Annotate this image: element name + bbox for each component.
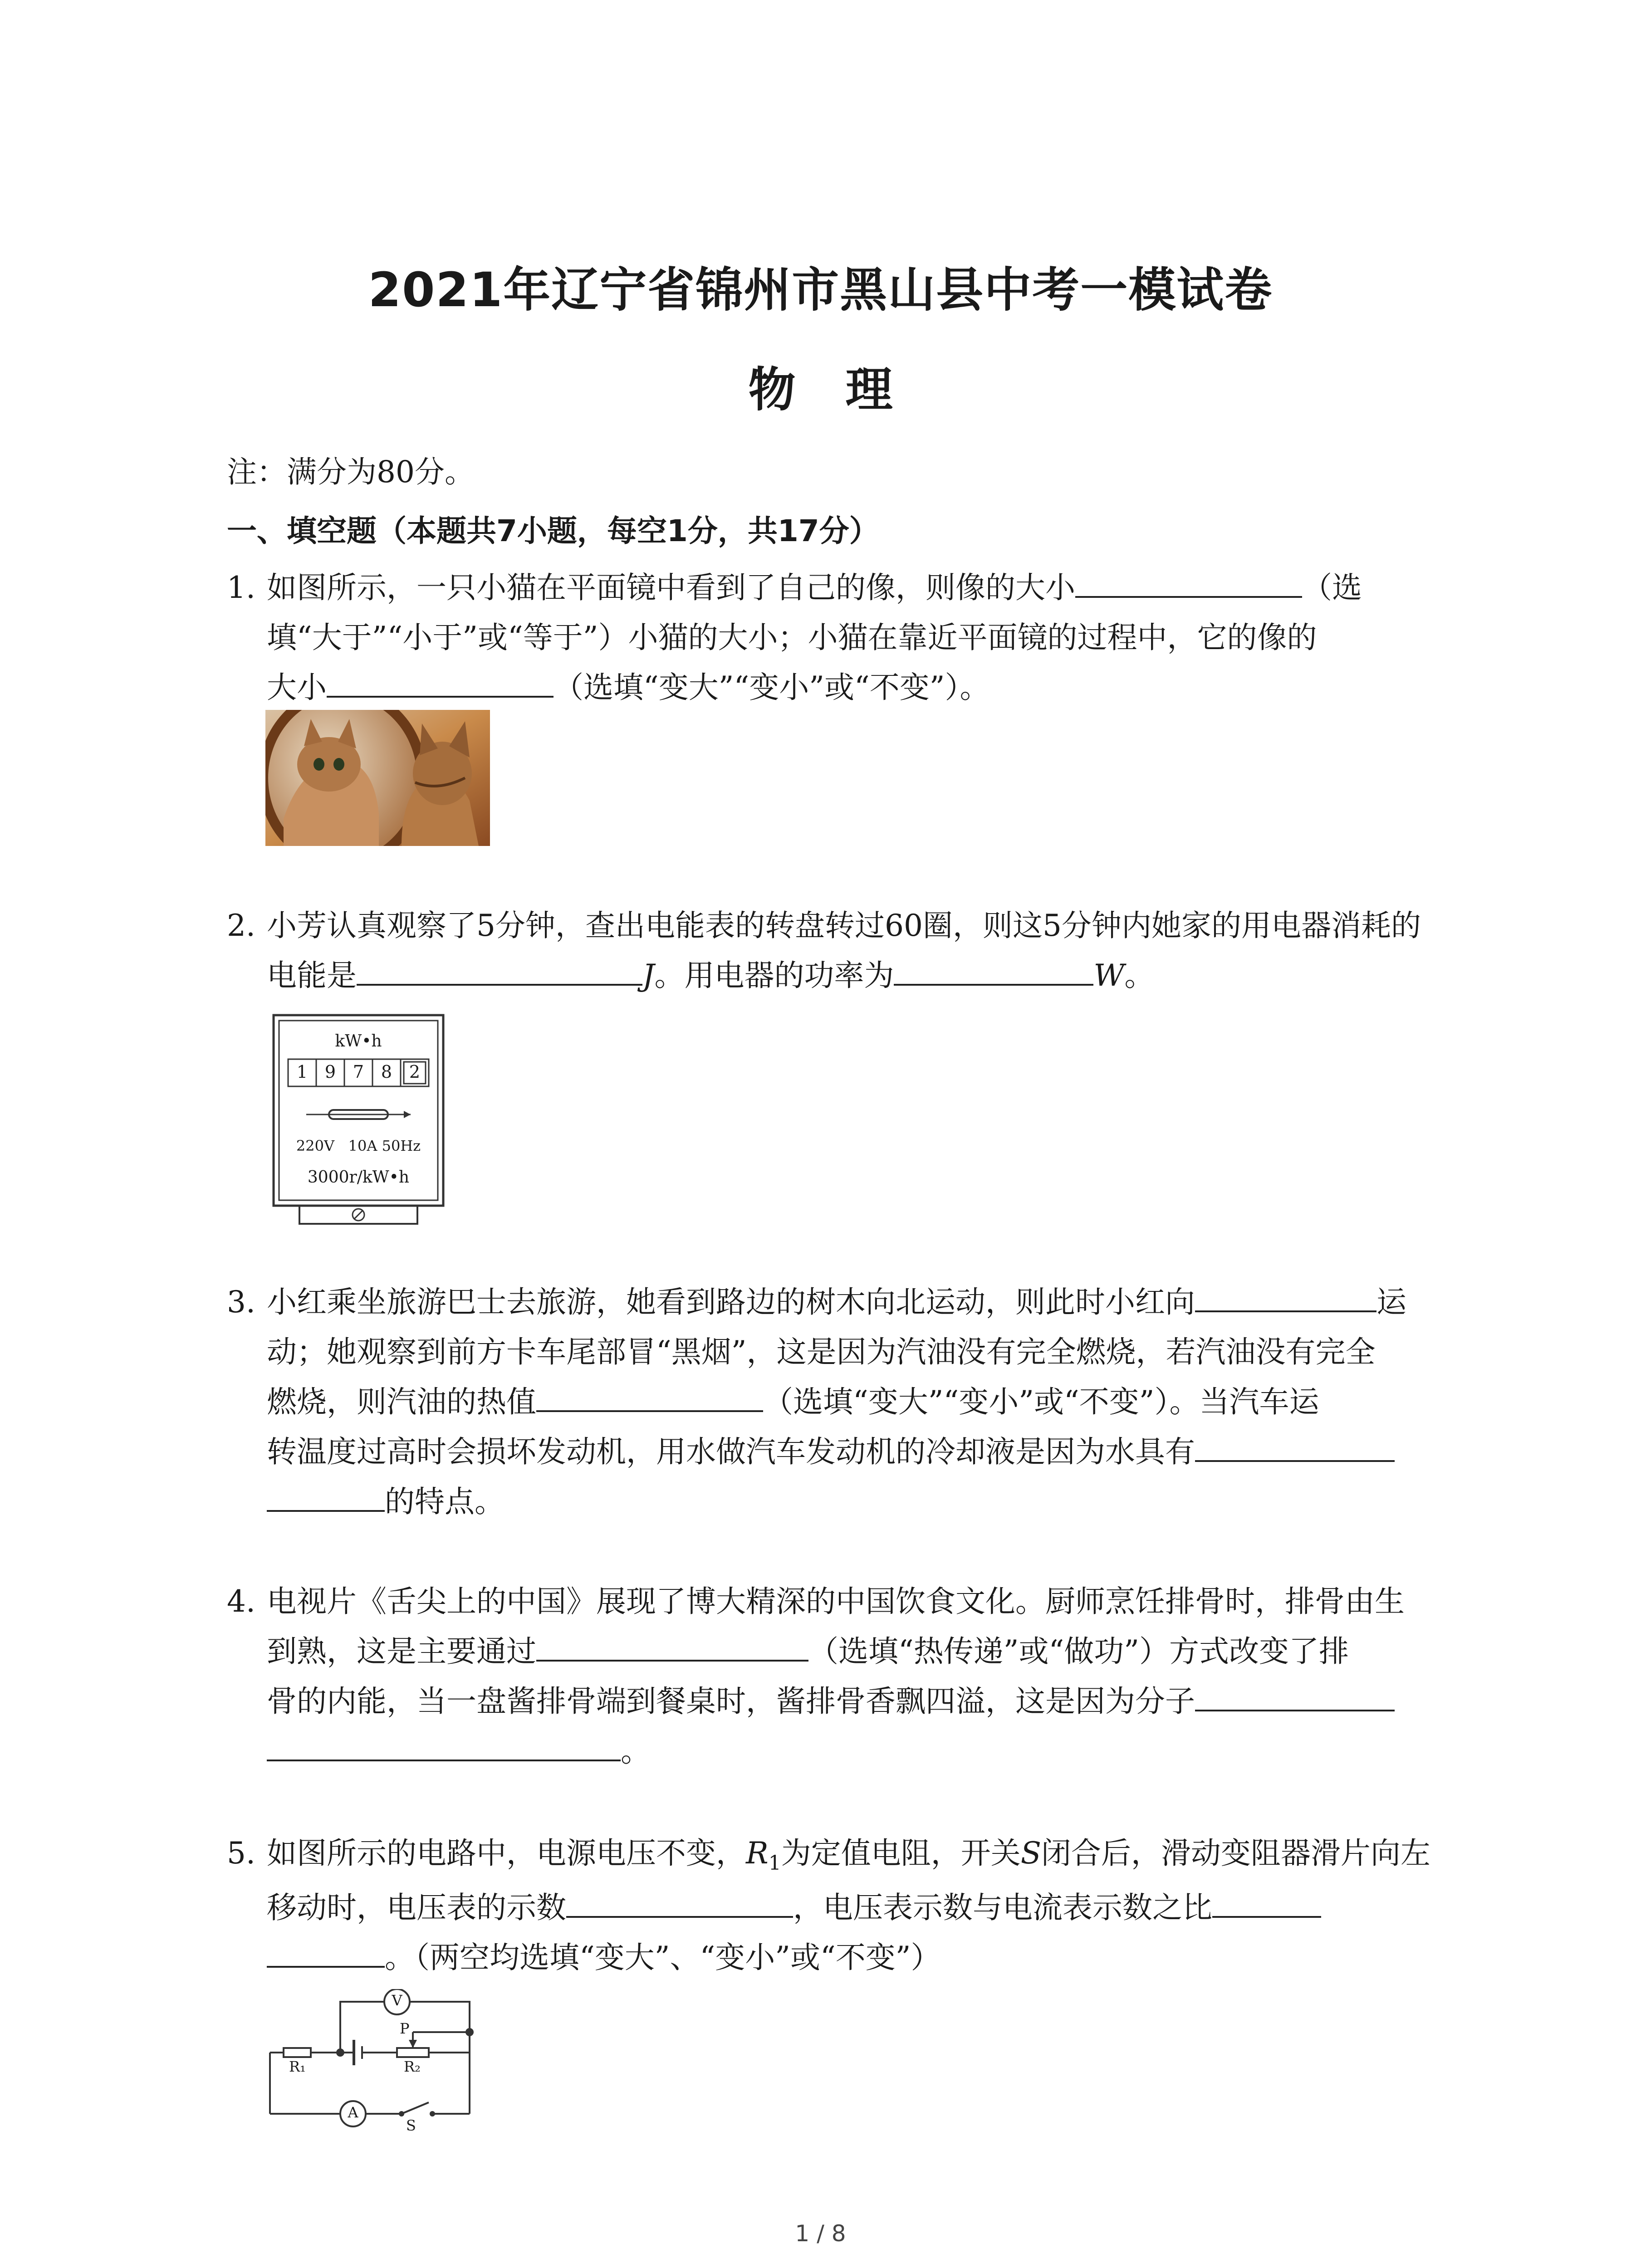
question-2-line-1: 小芳认真观察了5分钟，查出电能表的转盘转过60圈，则这5分钟内她家的用电器消耗的: [267, 908, 1421, 943]
answer-blank[interactable]: [536, 1628, 808, 1662]
question-3-line-3: 燃烧，则汽油的热值 （选填“变大”“变小”或“不变”）。当汽车运: [267, 1377, 1319, 1427]
circuit-diagram: [265, 1989, 483, 2134]
answer-blank[interactable]: [357, 952, 642, 986]
voltmeter-label: V: [392, 1992, 402, 2009]
section-heading: 一、填空题（本题共7小题，每空1分，共17分）: [227, 513, 879, 548]
question-4-line-2: 到熟，这是主要通过 （选填“热传递”或“做功”）方式改变了排: [267, 1626, 1349, 1677]
question-4-line-3: 骨的内能，当一盘酱排骨端到餐桌时，酱排骨香飘四溢，这是因为分子: [267, 1676, 1395, 1727]
question-4-line-4: 。: [267, 1726, 651, 1777]
subject-title: 物理: [748, 362, 943, 417]
meter-spec: 220V 10A 50Hz: [296, 1137, 421, 1154]
question-5-line-2: 移动时，电压表的示数 ，电压表示数与电流表示数之比: [267, 1882, 1321, 1933]
question-2-number: 2.: [227, 908, 255, 943]
score-note: 注：满分为80分。: [227, 455, 475, 489]
question-3-number: 3.: [227, 1285, 255, 1320]
switch-label: S: [406, 2117, 416, 2134]
question-5-number: 5.: [227, 1836, 255, 1871]
meter-unit: kW•h: [335, 1032, 382, 1051]
answer-blank[interactable]: [267, 1934, 385, 1968]
meter-digit: 1: [296, 1062, 308, 1082]
answer-blank[interactable]: [536, 1378, 763, 1412]
answer-blank[interactable]: [1195, 1428, 1395, 1462]
answer-blank[interactable]: [1195, 1678, 1395, 1711]
slider-label: P: [400, 2020, 410, 2037]
question-1-number: 1.: [227, 570, 255, 605]
question-5-line-3: 。（两空均选填“变大”、“变小”或“不变”）: [267, 1932, 941, 1983]
question-3-line-5: 的特点。: [267, 1476, 505, 1527]
question-1-line-1: 如图所示，一只小猫在平面镜中看到了自己的像，则像的大小 （选: [267, 562, 1362, 613]
question-3-line-1: 小红乘坐旅游巴士去旅游，她看到路边的树木向北运动，则此时小红向 运: [267, 1277, 1406, 1328]
meter-digit: 2: [409, 1062, 421, 1082]
r2-label: R₂: [404, 2058, 421, 2075]
question-2-line-2: 电能是 J。用电器的功率为 W。: [267, 950, 1154, 1001]
answer-blank[interactable]: [894, 952, 1093, 986]
answer-blank[interactable]: [327, 664, 554, 698]
answer-blank[interactable]: [267, 1478, 385, 1512]
answer-blank[interactable]: [1075, 564, 1302, 598]
question-1-line-3: 大小 （选填“变大”“变小”或“不变”）。: [267, 662, 989, 713]
answer-blank[interactable]: [566, 1884, 793, 1918]
question-5-line-1: 如图所示的电路中，电源电压不变，$R_1$为定值电阻，开关S闭合后，滑动变阻器滑片向左: [267, 1836, 1430, 1875]
meter-digit: 9: [324, 1062, 336, 1082]
answer-blank[interactable]: [1195, 1279, 1376, 1312]
electric-meter-figure: [272, 1014, 445, 1225]
cat-mirror-image: [265, 710, 490, 846]
meter-digit: 8: [381, 1062, 392, 1082]
meter-rate: 3000r/kW•h: [307, 1168, 410, 1187]
question-1-line-2: 填“大于”“小于”或“等于”）小猫的大小；小猫在靠近平面镜的过程中，它的像的: [267, 620, 1317, 655]
ammeter-label: A: [348, 2104, 358, 2121]
answer-blank[interactable]: [1212, 1884, 1321, 1918]
meter-digit: 7: [353, 1062, 364, 1082]
question-3-line-4: 转温度过高时会损坏发动机，用水做汽车发动机的冷却液是因为水具有: [267, 1427, 1395, 1477]
r1-label: R₁: [289, 2058, 306, 2075]
question-4-number: 4.: [227, 1584, 255, 1619]
question-4-line-1: 电视片《舌尖上的中国》展现了博大精深的中国饮食文化。厨师烹饪排骨时，排骨由生: [267, 1584, 1405, 1619]
answer-blank[interactable]: [267, 1728, 621, 1761]
question-3-line-2: 动；她观察到前方卡车尾部冒“黑烟”，这是因为汽油没有完全燃烧，若汽油没有完全: [267, 1334, 1376, 1369]
exam-title: 2021年辽宁省锦州市黑山县中考一模试卷: [368, 262, 1273, 318]
page-number: 1 / 8: [795, 2220, 846, 2247]
